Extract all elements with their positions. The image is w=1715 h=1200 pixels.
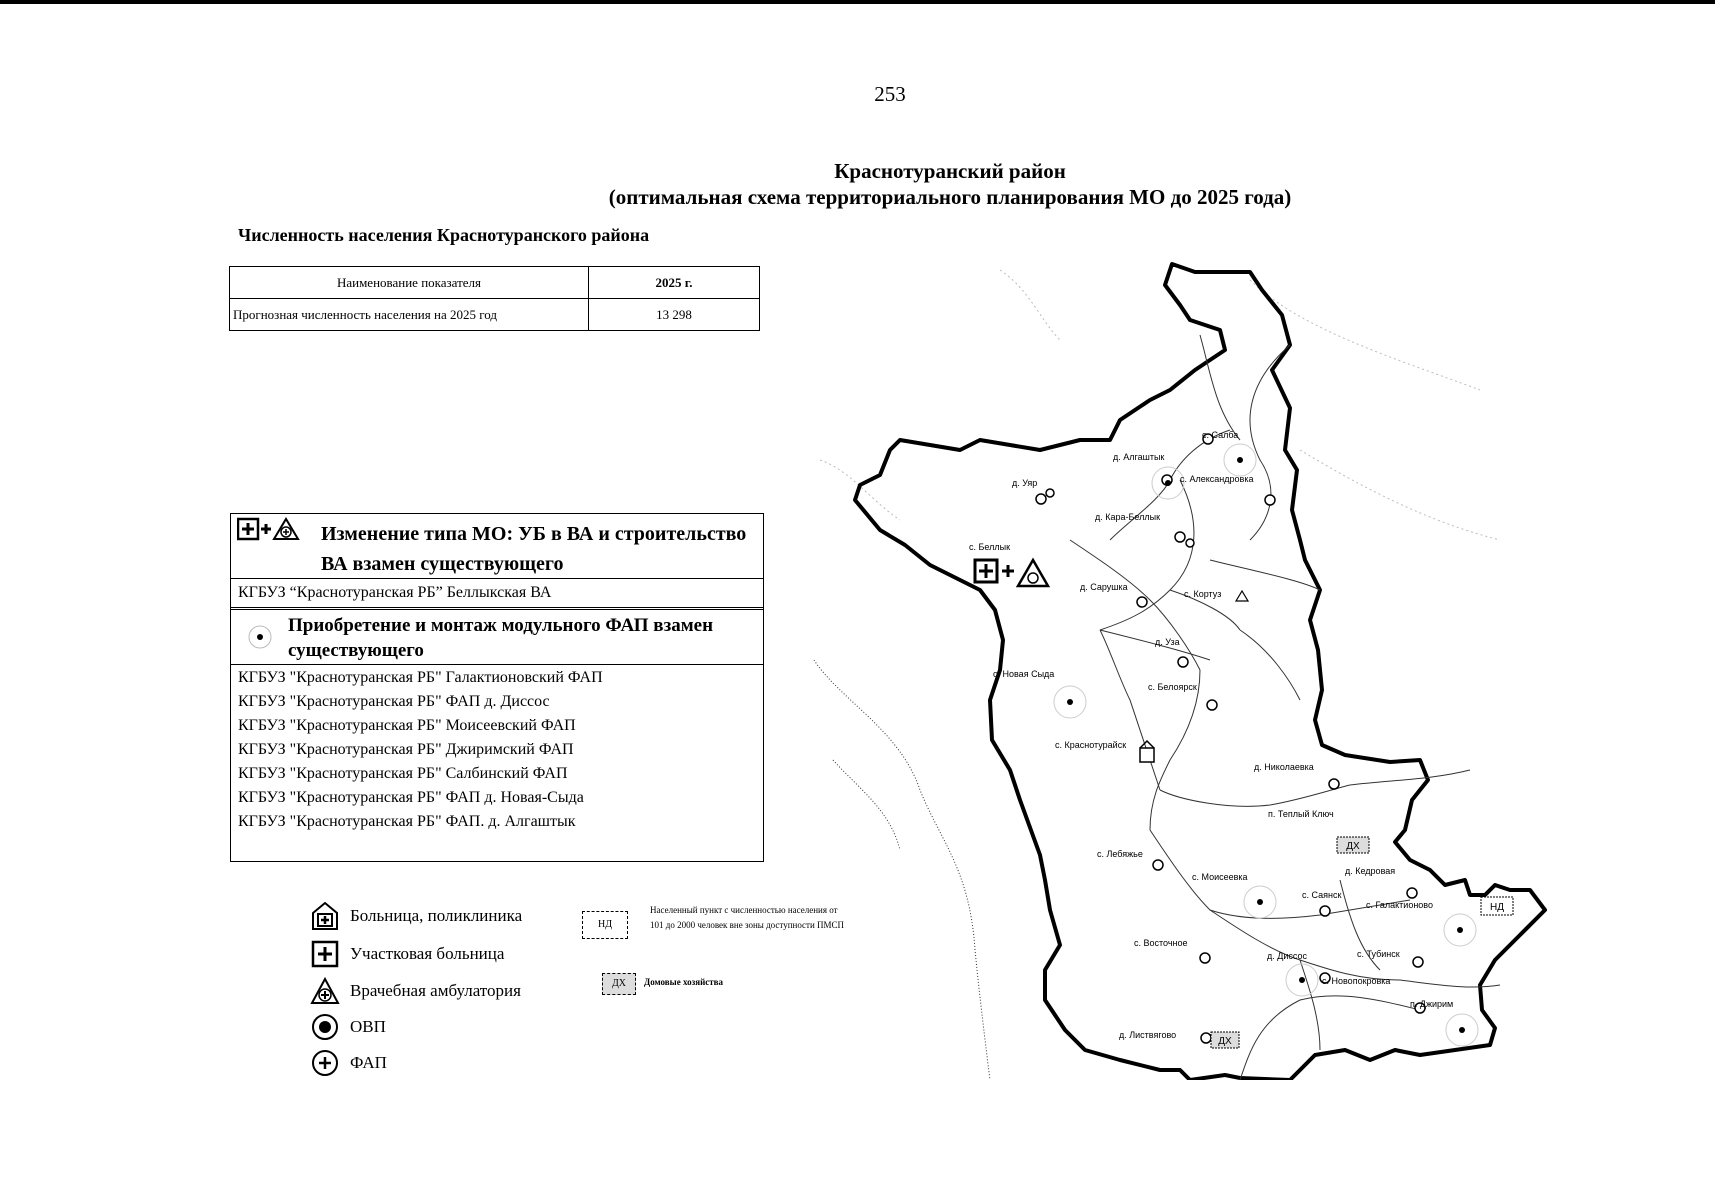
row-label: Прогнозная численность населения на 2025 год	[230, 299, 589, 331]
fap-dot	[1299, 977, 1305, 983]
fap-dot	[1457, 927, 1463, 933]
fap-icon	[1175, 532, 1185, 542]
title-line-1: Краснотуранский район	[834, 159, 1066, 183]
nd-legend-note: Населенный пункт с численностью населения от 101 до 2000 человек вне зоны доступности ПМСП	[650, 905, 845, 930]
page-number: 253	[874, 82, 906, 106]
change-type-title: Изменение типа МО: УБ в ВА и строительство ВА взамен существующего	[321, 523, 747, 575]
fap-dot	[1459, 1027, 1465, 1033]
fap-icon	[1178, 657, 1188, 667]
fap-icon	[1137, 597, 1147, 607]
district-hospital-to-ambulatory-icon	[237, 517, 317, 543]
change-type-item: КГБУЗ “Краснотуранская РБ” Беллыкская ВА	[231, 578, 763, 608]
place-label: д. Кедровая	[1345, 866, 1396, 876]
top-border	[0, 0, 1715, 4]
place-label: с. Саянск	[1302, 890, 1342, 900]
fap-icon	[1153, 860, 1163, 870]
nd-legend-tag: НД	[582, 911, 628, 939]
place-label: с. Кортуз	[1184, 589, 1222, 599]
place-label: с. Александровка	[1180, 474, 1254, 484]
table-row	[230, 299, 760, 331]
river	[814, 660, 990, 1080]
title-line-2: (оптимальная схема территориального планирования МО до 2025 года)	[608, 185, 1292, 209]
fap-dot	[1165, 480, 1171, 486]
fap-icon	[1407, 888, 1417, 898]
place-label: с. Салба	[1202, 430, 1239, 440]
list-item: КГБУЗ "Краснотуранская РБ" Салбинский ФАП	[238, 765, 568, 782]
hospital-icon	[1140, 748, 1154, 762]
fap-icon	[1265, 495, 1275, 505]
fap-icon	[1186, 539, 1194, 547]
fap-dots	[1067, 457, 1465, 1033]
list-item: КГБУЗ "Краснотуранская РБ" Галактионовский ФАП	[238, 669, 603, 686]
fap-icon	[1200, 953, 1210, 963]
ambulatory-icon	[1236, 591, 1248, 601]
fap-dot	[1237, 457, 1243, 463]
place-label: д. Диссос	[1267, 951, 1307, 961]
population-table	[229, 266, 760, 331]
place-label: д. Николаевка	[1254, 762, 1314, 772]
legend-fap-label: ФАП	[350, 1053, 387, 1072]
fap-icon	[1413, 957, 1423, 967]
place-label: с. Галактионово	[1366, 900, 1433, 910]
legend-fap	[310, 1047, 387, 1079]
list-item: КГБУЗ "Краснотуранская РБ" ФАП д. Новая-Сыда	[238, 789, 584, 806]
fap-list	[238, 666, 603, 834]
place-label: д. Кара-Беллык	[1095, 512, 1161, 522]
place-label: с. Тубинск	[1357, 949, 1400, 959]
place-label: с. Новая Сыда	[993, 669, 1055, 679]
place-label: д. Уза	[1155, 637, 1180, 647]
place-label: д. Сарушка	[1080, 582, 1128, 592]
legend-hospital	[310, 900, 522, 932]
dh-tag-text: ДХ	[1346, 841, 1360, 852]
legend-ovp-label: ОВП	[350, 1017, 386, 1036]
row-value: 13 298	[589, 299, 760, 331]
list-item: КГБУЗ "Краснотуранская РБ" ФАП. д. Алгаштык	[238, 813, 576, 830]
legend-district-hospital-label: Участковая больница	[350, 944, 505, 963]
col-year-header: 2025 г.	[589, 267, 760, 299]
place-label: с. Лебяжье	[1097, 849, 1143, 859]
place-label: п. Джирим	[1410, 999, 1454, 1009]
place-label: с. Беллык	[969, 542, 1011, 552]
table-header-row	[230, 267, 760, 299]
place-label: с. Краснотурайск	[1055, 740, 1127, 750]
list-item: КГБУЗ "Краснотуранская РБ" ФАП д. Диссос	[238, 693, 550, 710]
ambulatory-icon	[310, 976, 340, 1006]
place-label: п. Теплый Ключ	[1268, 809, 1334, 819]
fap-icon	[1320, 906, 1330, 916]
fap-icon	[1036, 494, 1046, 504]
page-title	[560, 158, 1340, 210]
district-map	[780, 250, 1580, 1080]
place-label: с. Новопокровка	[1322, 976, 1391, 986]
list-item: КГБУЗ "Краснотуранская РБ" Моисеевский ФАП	[238, 717, 576, 734]
hospital-icon	[310, 901, 340, 931]
list-item: КГБУЗ "Краснотуранская РБ" Джиримский ФАП	[238, 741, 574, 758]
col-name-header: Наименование показателя	[230, 267, 589, 299]
modular-fap-header	[231, 609, 763, 665]
fap-icon	[1201, 1033, 1211, 1043]
fap-icon	[1046, 489, 1054, 497]
legend-district-hospital	[310, 938, 504, 970]
place-label: с. Белоярск	[1148, 682, 1197, 692]
place-label: д. Алгаштык	[1113, 452, 1165, 462]
place-label: д. Уяр	[1012, 478, 1038, 488]
cross-circle-icon	[1028, 573, 1038, 583]
place-labels	[969, 430, 1453, 1040]
modular-fap-title: Приобретение и монтаж модульного ФАП взамен существующего	[288, 615, 714, 661]
roof-icon	[1140, 741, 1154, 748]
legend-ovp	[310, 1011, 386, 1043]
population-heading: Численность населения Краснотуранского района	[238, 225, 650, 245]
changes-box	[230, 513, 764, 862]
fap-legend-icon	[310, 1048, 340, 1078]
place-label: д. Листвягово	[1119, 1030, 1177, 1040]
fap-dot	[1067, 699, 1073, 705]
legend-ambulatory-label: Врачебная амбулатория	[350, 981, 521, 1000]
arrow-icon	[1002, 565, 1014, 577]
fap-icon	[245, 622, 275, 652]
legend-ambulatory	[310, 975, 521, 1007]
district-hospital-icon	[310, 939, 340, 969]
ovp-icon	[310, 1012, 340, 1042]
background-roads	[820, 270, 1500, 540]
place-label: с. Восточное	[1134, 938, 1188, 948]
dh-legend-tag: ДХ	[602, 973, 636, 995]
place-label: с. Моисеевка	[1192, 872, 1248, 882]
fap-icon	[1329, 779, 1339, 789]
fap-icon	[1207, 700, 1217, 710]
change-type-header	[231, 514, 763, 579]
dh-tag-text: ДХ	[1218, 1036, 1232, 1047]
dh-legend-note: Домовые хозяйства	[644, 977, 724, 987]
nd-tag-text: НД	[1490, 902, 1504, 913]
legend-hospital-label: Больница, поликлиника	[350, 906, 523, 925]
fap-dot	[1257, 899, 1263, 905]
